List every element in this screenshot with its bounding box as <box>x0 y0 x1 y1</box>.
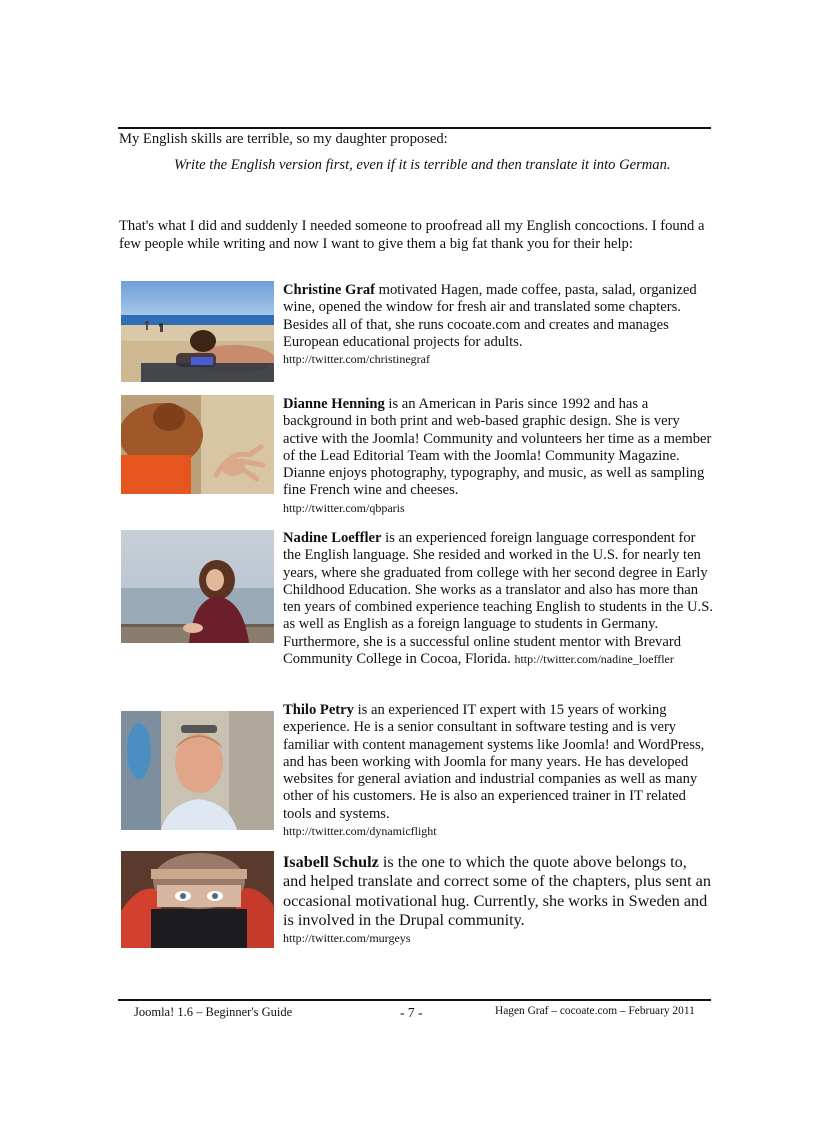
twitter-link[interactable]: http://twitter.com/qbparis <box>283 500 405 515</box>
thanks-paragraph: That's what I did and suddenly I needed someone to proofread all my English concoctions. I found a few people while writing and now I want to give them a big fat thank you for their help: <box>119 218 705 252</box>
daughter-quote: Write the English version first, even if it is terrible and then translate it into German. <box>174 157 671 173</box>
person-name: Isabell Schulz <box>283 853 379 871</box>
person-name: Christine Graf <box>283 282 376 298</box>
twitter-link[interactable]: http://twitter.com/murgeys <box>283 931 411 946</box>
person-name: Dianne Henning <box>283 396 385 412</box>
twitter-link[interactable]: http://twitter.com/dynamicflight <box>283 824 437 839</box>
person-isabell-schulz <box>283 853 713 947</box>
person-nadine-loeffler <box>283 530 713 668</box>
footer-author: Hagen Graf – cocoate.com – February 2011 <box>495 1005 695 1017</box>
person-bio: is an experienced IT expert with 15 years of working experience. He is a senior consultant in software testing and is very familiar with content management systems like Joomla! and WordPress, and has been working with Joomla for many years. He has developed websites for general aviation and industrial companies as well as many other of his customers. He is also an experienced trainer in IT related tools and systems. <box>283 702 705 822</box>
photo-thilo-petry <box>121 711 274 830</box>
person-thilo-petry <box>283 702 713 840</box>
top-rule <box>118 127 711 129</box>
footer-book-title: Joomla! 1.6 – Beginner's Guide <box>134 1005 293 1019</box>
footer-page-number: - 7 - <box>400 1005 423 1020</box>
person-name: Thilo Petry <box>283 702 354 718</box>
photo-nadine-loeffler <box>121 530 274 643</box>
twitter-link[interactable]: http://twitter.com/christinegraf <box>283 352 430 367</box>
person-dianne-henning <box>283 396 713 517</box>
twitter-link[interactable]: http://twitter.com/nadine_loeffler <box>514 652 674 667</box>
person-bio: is an American in Paris since 1992 and has a background in both print and web-based graphic design. She is very active with the Joomla! Community and volunteers her time as a member of the Lead Editorial Team with the Joomla! Community Magazine. Dianne enjoys photography, typography, and music, as well as sampling fine French wine and cheeses. <box>283 396 712 499</box>
bottom-rule <box>118 999 711 1001</box>
person-name: Nadine Loeffler <box>283 530 382 546</box>
intro-text: My English skills are terrible, so my daughter proposed: <box>119 131 448 147</box>
person-bio: is the one to which the quote above belongs to, and helped translate and correct some of the chapters, plus sent an occasional motivational hug. Currently, she works in Sweden and is involved in the Drupal community. <box>283 853 711 929</box>
photo-dianne-henning <box>121 395 274 494</box>
person-bio: motivated Hagen, made coffee, pasta, salad, organized wine, opened the window for fresh air and translated some chapters. Besides all of that, she runs cocoate.com and creates and manages European educational projects for adults. <box>283 282 697 350</box>
photo-isabell-schulz <box>121 851 274 948</box>
person-christine-graf <box>283 282 713 368</box>
person-bio: is an experienced foreign language correspondent for the English language. She resided and worked in the U.S. for nearly ten years, where she graduated from college with her second degree in Early Childhood Education. She works as a translator and also has more than ten years of combined experience teaching English to students in the U.S. as well as English as a foreign language to students in Germany. Furthermore, she is a successful online student mentor with Brevard Community College in Cocoa, Florida. <box>283 530 713 668</box>
photo-christine-graf <box>121 281 274 382</box>
